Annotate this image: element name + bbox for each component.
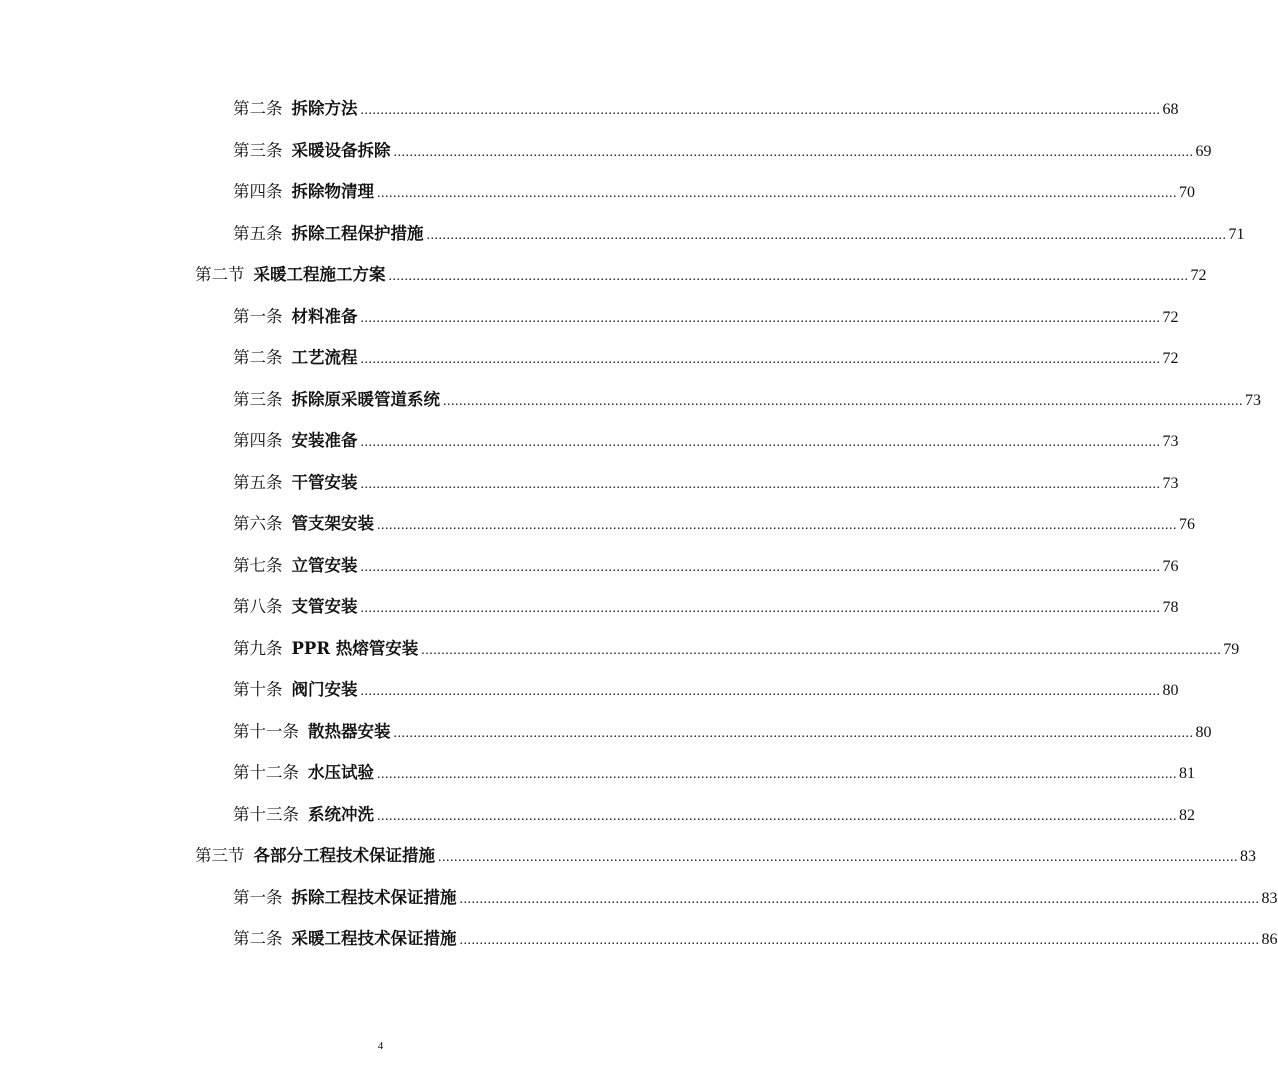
- toc-entry-number: 第十条: [233, 680, 283, 699]
- toc-entry-title: 工艺流程: [291, 348, 358, 367]
- toc-entry-page: 72: [1190, 267, 1207, 284]
- toc-entry[interactable]: [233, 721, 1212, 745]
- dot-leader: ........................................................................................................................................................................................................: [377, 767, 1177, 782]
- toc-entry-title: 拆除物清理: [291, 182, 374, 201]
- toc-entry-number: 第八条: [233, 597, 283, 616]
- dot-leader: ........................................................................................................................................................................................................: [360, 103, 1161, 118]
- toc-entry-title: 拆除工程技术保证措施: [291, 888, 457, 907]
- toc-entry-number: 第三条: [233, 141, 283, 160]
- toc-entry-page: 86: [1261, 931, 1278, 948]
- toc-entry-number: 第六条: [233, 514, 283, 533]
- toc-entry[interactable]: [233, 181, 1195, 205]
- toc-entry[interactable]: [233, 804, 1195, 828]
- toc-entry[interactable]: [233, 472, 1179, 496]
- toc-entry[interactable]: [233, 223, 1245, 247]
- toc-entry[interactable]: [233, 555, 1179, 579]
- dot-leader: ........................................................................................................................................................................................................: [360, 311, 1161, 326]
- toc-entry-title: 水压试验: [308, 763, 374, 782]
- toc-entry[interactable]: [233, 887, 1278, 911]
- toc-entry[interactable]: [233, 430, 1179, 454]
- toc-entry-number: 第三条: [233, 390, 283, 409]
- toc-entry-title: 材料准备: [291, 307, 358, 326]
- toc-entry-number: 第五条: [233, 473, 283, 492]
- toc-entry-page: 70: [1179, 184, 1195, 201]
- dot-leader: ........................................................................................................................................................................................................: [421, 643, 1222, 658]
- dot-leader: ........................................................................................................................................................................................................: [377, 186, 1177, 201]
- toc-entry-number: 第十三条: [233, 805, 299, 824]
- toc-entry-page: 71: [1228, 226, 1245, 243]
- toc-entry-number: 第二条: [233, 929, 283, 948]
- toc-section-entry[interactable]: [195, 264, 1207, 288]
- toc-entry-page: 81: [1179, 765, 1195, 782]
- dot-leader: ........................................................................................................................................................................................................: [459, 933, 1260, 948]
- toc-entry-number: 第九条: [233, 639, 283, 658]
- toc-entry[interactable]: [233, 596, 1179, 620]
- toc-entry-page: 82: [1179, 807, 1195, 824]
- toc-entry[interactable]: [233, 762, 1195, 786]
- toc-entry-page: 73: [1162, 433, 1179, 450]
- toc-entry-page: 79: [1223, 641, 1240, 658]
- toc-entry-page: 72: [1162, 350, 1179, 367]
- toc-entry-title: 拆除原采暖管道系统: [291, 390, 440, 409]
- toc-entry-title: 立管安装: [291, 556, 358, 575]
- dot-leader: ........................................................................................................................................................................................................: [438, 850, 1238, 865]
- toc-entry-number: 第一条: [233, 888, 283, 907]
- toc-entry-title: 安装准备: [291, 431, 358, 450]
- dot-leader: ........................................................................................................................................................................................................: [426, 228, 1227, 243]
- dot-leader: ........................................................................................................................................................................................................: [377, 518, 1177, 533]
- toc-entry-page: 76: [1162, 558, 1179, 575]
- toc-entry-title: 采暖设备拆除: [291, 141, 391, 160]
- toc-entry-number: 第一条: [233, 307, 283, 326]
- toc-entry-number: 第三节: [195, 846, 245, 865]
- toc-entry-number: 第二节: [195, 265, 245, 284]
- toc-entry-title: PPR 热熔管安装: [291, 639, 419, 658]
- toc-entry-title: 拆除方法: [291, 99, 358, 118]
- toc-entry[interactable]: [233, 306, 1179, 330]
- toc-entry[interactable]: [233, 140, 1212, 164]
- toc-entry-page: 78: [1162, 599, 1179, 616]
- toc-entry-page: 83: [1261, 890, 1278, 907]
- dot-leader: ........................................................................................................................................................................................................: [360, 601, 1161, 616]
- toc-entry-title: 管支架安装: [291, 514, 374, 533]
- toc-entry[interactable]: [233, 679, 1179, 703]
- toc-entry[interactable]: [233, 98, 1179, 122]
- toc-entry-title: 阀门安装: [291, 680, 358, 699]
- dot-leader: ........................................................................................................................................................................................................: [393, 145, 1194, 160]
- toc-entry-title: 系统冲洗: [308, 805, 374, 824]
- toc-entry-number: 第十一条: [233, 722, 299, 741]
- toc-entry-page: 69: [1195, 143, 1212, 160]
- toc-entry-page: 73: [1245, 392, 1261, 409]
- toc-entry-number: 第十二条: [233, 763, 299, 782]
- toc-entry-title: 采暖工程技术保证措施: [291, 929, 457, 948]
- page-number: 4: [377, 1040, 384, 1052]
- toc-entry-page: 80: [1162, 682, 1179, 699]
- toc-entry-page: 68: [1162, 101, 1179, 118]
- toc-entry-number: 第四条: [233, 182, 283, 201]
- toc-entry-title: 支管安装: [291, 597, 358, 616]
- toc-entry[interactable]: [233, 638, 1240, 662]
- toc-entry-number: 第四条: [233, 431, 283, 450]
- toc-entry-number: 第七条: [233, 556, 283, 575]
- dot-leader: ........................................................................................................................................................................................................: [360, 352, 1161, 367]
- toc-section-entry[interactable]: [195, 845, 1256, 869]
- toc-entry-title: 散热器安装: [308, 722, 391, 741]
- toc-entry-page: 72: [1162, 309, 1179, 326]
- toc-entry-title: 干管安装: [291, 473, 358, 492]
- toc-entry-page: 73: [1162, 475, 1179, 492]
- toc-entry[interactable]: [233, 513, 1195, 537]
- toc-entry[interactable]: [233, 347, 1179, 371]
- toc-entry-title: 采暖工程施工方案: [253, 265, 386, 284]
- toc-entry-title: 各部分工程技术保证措施: [253, 846, 435, 865]
- toc-entry-page: 80: [1195, 724, 1212, 741]
- toc-entry-number: 第二条: [233, 99, 283, 118]
- dot-leader: ........................................................................................................................................................................................................: [443, 394, 1243, 409]
- dot-leader: ........................................................................................................................................................................................................: [360, 684, 1161, 699]
- toc-entry-page: 76: [1179, 516, 1195, 533]
- toc-entry[interactable]: [233, 389, 1261, 413]
- dot-leader: ........................................................................................................................................................................................................: [459, 892, 1260, 907]
- toc-entry-number: 第五条: [233, 224, 283, 243]
- dot-leader: ........................................................................................................................................................................................................: [360, 435, 1161, 450]
- dot-leader: ........................................................................................................................................................................................................: [393, 726, 1194, 741]
- dot-leader: ........................................................................................................................................................................................................: [360, 477, 1161, 492]
- toc-entry[interactable]: [233, 928, 1278, 952]
- toc-entry-page: 83: [1240, 848, 1256, 865]
- toc-entry-title: 拆除工程保护措施: [291, 224, 424, 243]
- dot-leader: ........................................................................................................................................................................................................: [388, 269, 1189, 284]
- dot-leader: ........................................................................................................................................................................................................: [360, 560, 1161, 575]
- toc-entry-number: 第二条: [233, 348, 283, 367]
- dot-leader: ........................................................................................................................................................................................................: [377, 809, 1177, 824]
